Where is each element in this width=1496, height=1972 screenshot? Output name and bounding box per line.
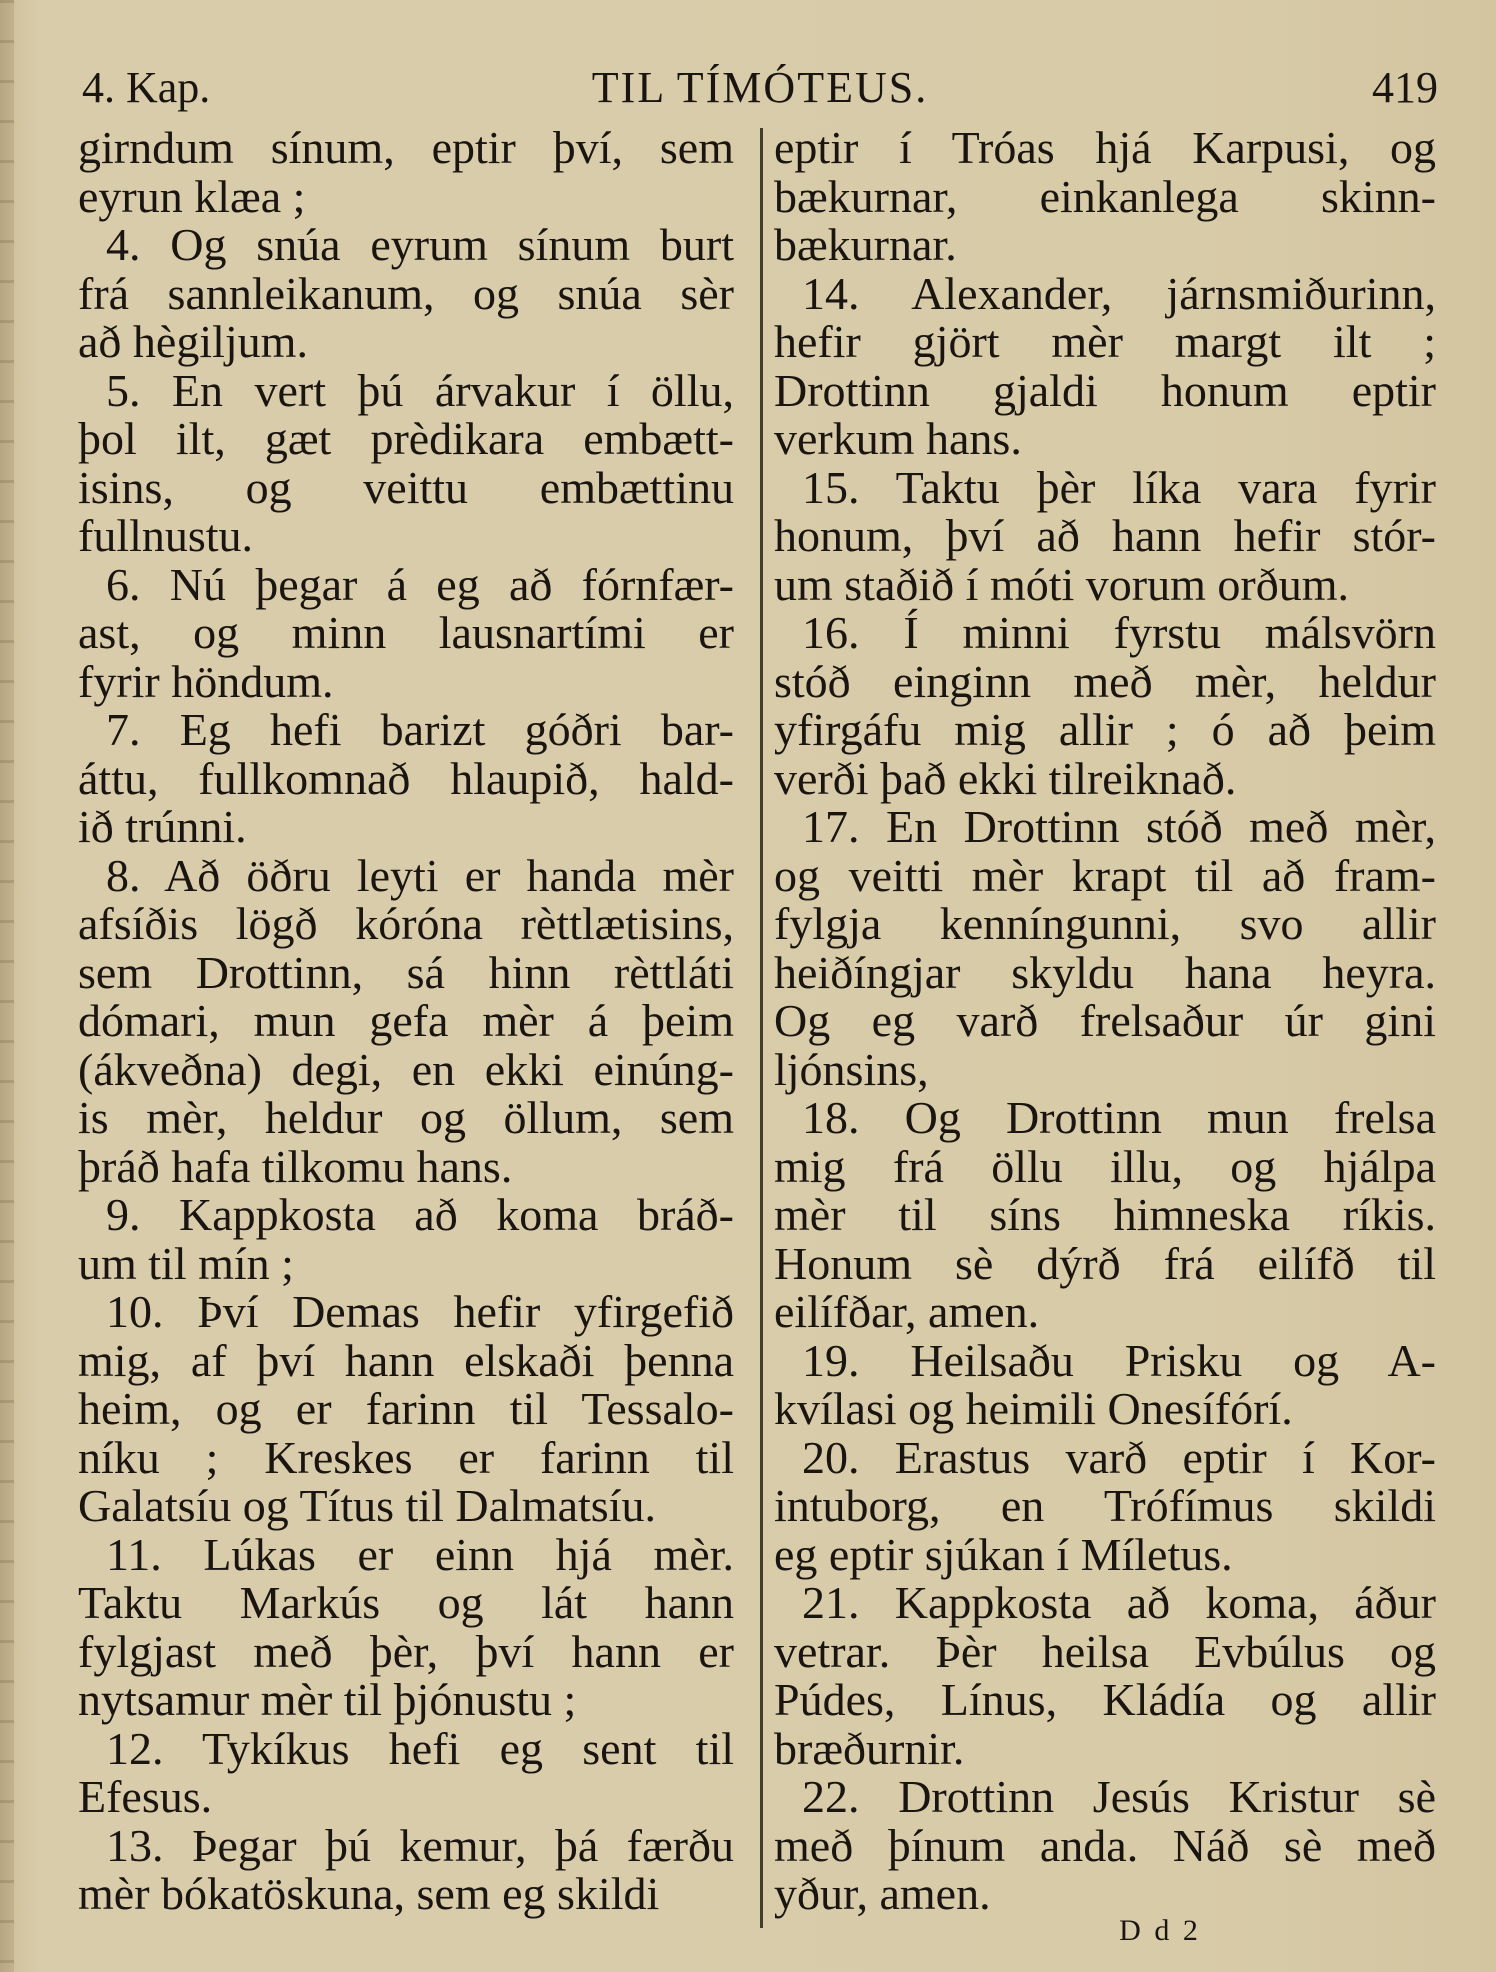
text-line: kvílasi og heimili Onesífórí. [774, 1383, 1293, 1434]
text-line: um til mín ; [78, 1237, 294, 1289]
text-line: 4. Og snúa eyrum sínum burt [106, 219, 734, 270]
text-line: ast, og minn lausnartími er [78, 607, 734, 658]
binding-edge [0, 0, 14, 1972]
text-line: Honum sè dýrð frá eilífð til [774, 1237, 1436, 1289]
text-line: fylgjast með þèr, því hann er [78, 1625, 734, 1677]
text-line: eyrun klæa ; [78, 170, 306, 222]
text-line: eptir í Tróas hjá Karpusi, og [774, 122, 1436, 173]
text-line: 10. Því Demas hefir yfirgefið [106, 1286, 734, 1337]
text-line: 11. Lúkas er einn hjá mèr. [106, 1528, 734, 1580]
text-line: Taktu Markús og lát hann [78, 1577, 734, 1628]
text-line: að hègiljum. [78, 316, 308, 367]
text-line: stóð einginn með mèr, heldur [774, 655, 1436, 707]
text-line: 17. En Drottinn stóð með mèr, [802, 801, 1436, 852]
text-line: intuborg, en Trófímus skildi [774, 1480, 1436, 1531]
text-line: 14. Alexander, járnsmiðurinn, [802, 267, 1436, 319]
text-line: eg eptir sjúkan í Míletus. [774, 1528, 1233, 1580]
text-line: heim, og er farinn til Tessalo- [78, 1383, 734, 1434]
text-line: mig frá öllu illu, og hjálpa [774, 1140, 1436, 1192]
text-line: honum, því að hann hefir stór- [774, 510, 1436, 561]
text-line: 22. Drottinn Jesús Kristur sè [802, 1771, 1436, 1822]
text-line: Galatsíu og Títus til Dalmatsíu. [78, 1480, 656, 1531]
text-line: mèr bókatöskuna, sem eg skildi [78, 1868, 660, 1919]
text-line: um staðið í móti vorum orðum. [774, 558, 1349, 610]
text-line: 20. Erastus varð eptir í Kor- [802, 1431, 1436, 1483]
text-line: áttu, fullkomnað hlaupið, hald- [78, 752, 734, 804]
text-line: 5. En vert þú árvakur í öllu, [106, 364, 734, 416]
text-line: 13. Þegar þú kemur, þá færðu [106, 1819, 734, 1871]
signature-mark: D d 2 [1119, 1914, 1201, 1947]
text-line: 12. Tykíkus hefi eg sent til [106, 1722, 734, 1774]
text-line: ljónsins, [774, 1043, 929, 1095]
text-line: og veitti mèr krapt til að fram- [774, 849, 1436, 901]
text-line: bækurnar, einkanlega skinn- [774, 170, 1436, 222]
text-line: 9. Kappkosta að koma bráð- [106, 1189, 734, 1240]
text-line: Efesus. [78, 1771, 213, 1822]
text-line: fyrir höndum. [78, 655, 334, 707]
text-line: dómari, mun gefa mèr á þeim [78, 995, 734, 1046]
text-line: fylgja kenníngunni, svo allir [774, 898, 1436, 949]
text-line: 8. Að öðru leyti er handa mèr [106, 849, 734, 901]
text-line: 6. Nú þegar á eg að fórnfær- [106, 558, 734, 610]
text-line: yfirgáfu mig allir ; ó að þeim [774, 704, 1436, 755]
text-line: frá sannleikanum, og snúa sèr [78, 267, 734, 319]
text-line: þol ilt, gæt prèdikara embætt- [78, 413, 734, 464]
text-line: hefir gjört mèr margt ilt ; [774, 316, 1436, 367]
text-line: bræðurnir. [774, 1722, 965, 1774]
text-line: verði það ekki tilreiknað. [774, 752, 1237, 804]
text-line: mig, af því hann elskaði þenna [78, 1334, 734, 1386]
text-line: bækurnar. [774, 219, 957, 270]
text-line: þráð hafa tilkomu hans. [78, 1140, 513, 1192]
right-text-column [774, 124, 1436, 1919]
running-header [82, 58, 1438, 118]
text-line: nytsamur mèr til þjónustu ; [78, 1674, 577, 1725]
text-line: sem Drottinn, sá hinn rèttláti [78, 946, 734, 998]
text-line: fullnustu. [78, 510, 254, 561]
text-line: heiðíngjar skyldu hana heyra. [774, 946, 1436, 998]
text-line: afsíðis lögð kóróna rèttlætisins, [78, 898, 734, 949]
text-line: isins, og veittu embættinu [78, 461, 734, 513]
text-line: (ákveðna) degi, en ekki einúng- [78, 1043, 734, 1095]
text-line: 21. Kappkosta að koma, áður [802, 1577, 1436, 1628]
text-line: yður, amen. [774, 1868, 991, 1919]
text-line: 18. Og Drottinn mun frelsa [802, 1092, 1436, 1143]
text-line: vetrar. Þèr heilsa Evbúlus og [774, 1625, 1436, 1677]
chapter-label: 4. Kap. [82, 63, 211, 112]
page-number: 419 [1372, 63, 1438, 112]
text-line: mèr til síns himneska ríkis. [774, 1189, 1436, 1240]
text-line: Púdes, Línus, Kládía og allir [774, 1674, 1436, 1725]
text-line: níku ; Kreskes er farinn til [78, 1431, 734, 1483]
text-line: eilífðar, amen. [774, 1286, 1040, 1337]
column-divider [760, 128, 763, 1928]
text-line: 19. Heilsaðu Prisku og A- [802, 1334, 1436, 1386]
text-line: 16. Í minni fyrstu málsvörn [802, 607, 1436, 658]
text-line: girndum sínum, eptir því, sem [78, 122, 734, 173]
text-line: Og eg varð frelsaður úr gini [774, 995, 1436, 1046]
text-line: verkum hans. [774, 413, 1022, 464]
text-line: ið trúnni. [78, 801, 247, 852]
text-line: 15. Taktu þèr líka vara fyrir [802, 461, 1436, 513]
text-line: is mèr, heldur og öllum, sem [78, 1092, 734, 1143]
text-line: með þínum anda. Náð sè með [774, 1819, 1436, 1871]
text-line: Drottinn gjaldi honum eptir [774, 364, 1436, 416]
text-line: 7. Eg hefi barizt góðri bar- [106, 704, 734, 755]
left-text-column [78, 124, 734, 1919]
page-title: TIL TÍMÓTEUS. [591, 63, 929, 112]
